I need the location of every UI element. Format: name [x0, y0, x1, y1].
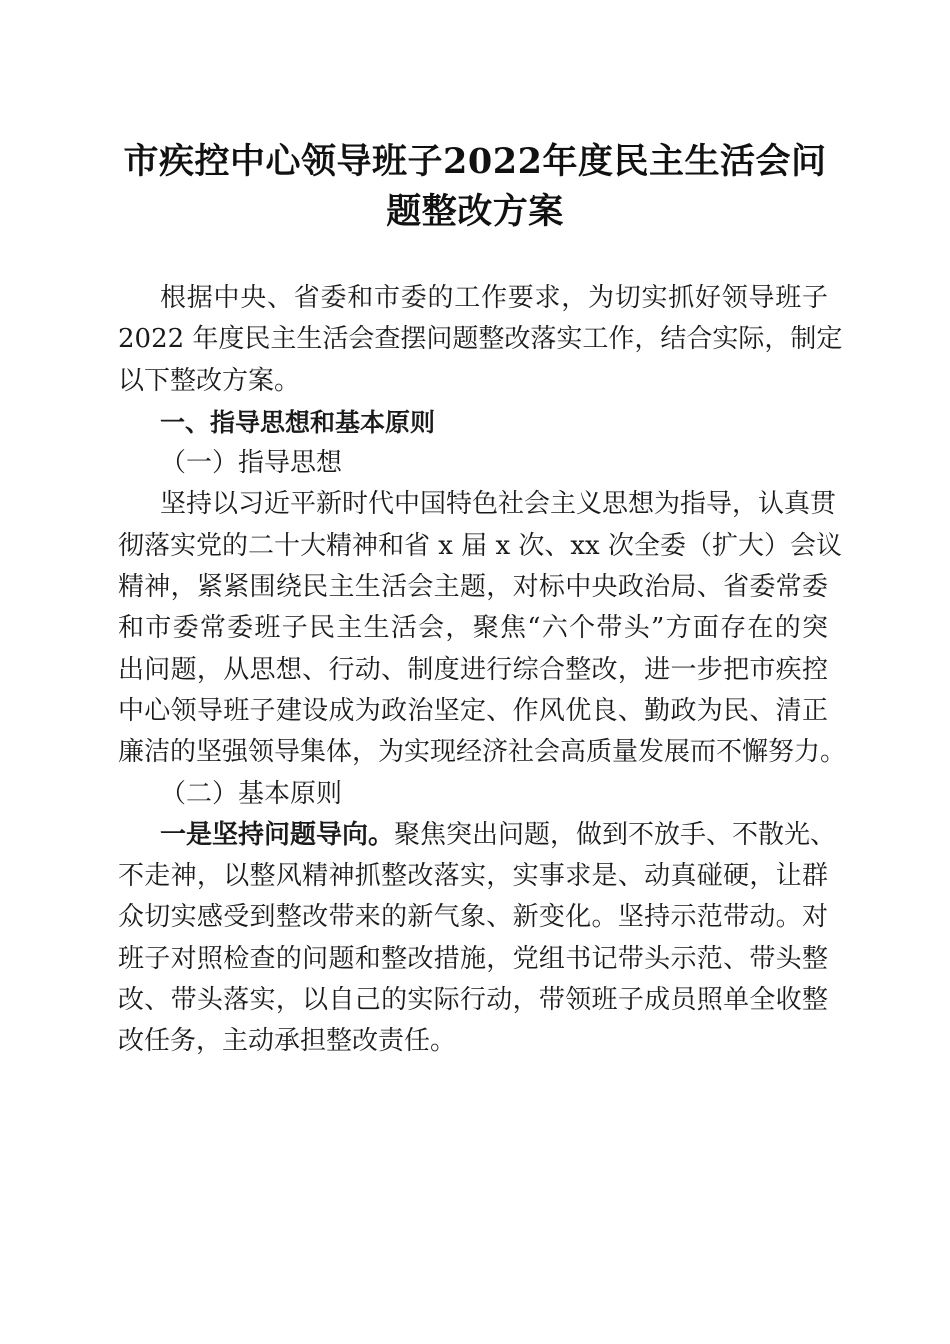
intro-line-2: 2022 年度民主生活会查摆问题整改落实工作，结合实际，制定	[118, 324, 843, 355]
guiding-line-7: 廉洁的坚强领导集体，为实现经济社会高质量发展而不懈努力。	[118, 737, 847, 768]
principle-line-5: 改、带头落实，以自己的实际行动，带领班子成员照单全收整	[118, 985, 828, 1016]
principle-lead: 一是坚持问题导向。	[160, 819, 395, 850]
guiding-line-5: 出问题，从思想、行动、制度进行综合整改，进一步把市疾控	[118, 654, 828, 685]
intro-line-1: 根据中央、省委和市委的工作要求，为切实抓好领导班子	[160, 283, 828, 313]
intro-line-3: 以下整改方案。	[118, 365, 301, 396]
section-heading-1: 一、指导思想和基本原则	[160, 407, 436, 437]
guiding-line-6: 中心领导班子建设成为政治坚定、作风优良、勤政为民、清正	[118, 695, 828, 726]
principle-line-6: 改任务，主动承担整改责任。	[118, 1026, 457, 1057]
principle-line-2: 不走神，以整风精神抓整改落实，实事求是、动真碰硬，让群	[118, 861, 828, 892]
guiding-line-4: 和市委常委班子民主生活会，聚焦“六个带头”方面存在的突	[118, 613, 828, 644]
document-body	[118, 278, 847, 1063]
guiding-line-2: 彻落实党的二十大精神和省 x 届 x 次、xx 次全委（扩大）会议	[118, 530, 842, 561]
subsection-heading-2: （二）基本原则	[160, 778, 343, 809]
principle-line-4: 班子对照检查的问题和整改措施，党组书记带头示范、带头整	[118, 943, 828, 974]
principle-first-rest: 聚焦突出问题，做到不放手、不散光、	[394, 819, 837, 850]
principle-line-1	[118, 815, 837, 856]
title-line-1: 市疾控中心领导班子2022年度民主生活会问	[123, 141, 827, 182]
subsection-heading-1: （一）指导思想	[160, 448, 343, 479]
principle-line-3: 众切实感受到整改带来的新气象、新变化。坚持示范带动。对	[118, 902, 828, 933]
guiding-line-1: 坚持以习近平新时代中国特色社会主义思想为指导，认真贯	[160, 489, 837, 520]
document-title	[100, 137, 850, 237]
guiding-line-3: 精神，紧紧围绕民主生活会主题，对标中央政治局、省委常委	[118, 572, 828, 603]
title-line-2: 题整改方案	[386, 191, 564, 232]
